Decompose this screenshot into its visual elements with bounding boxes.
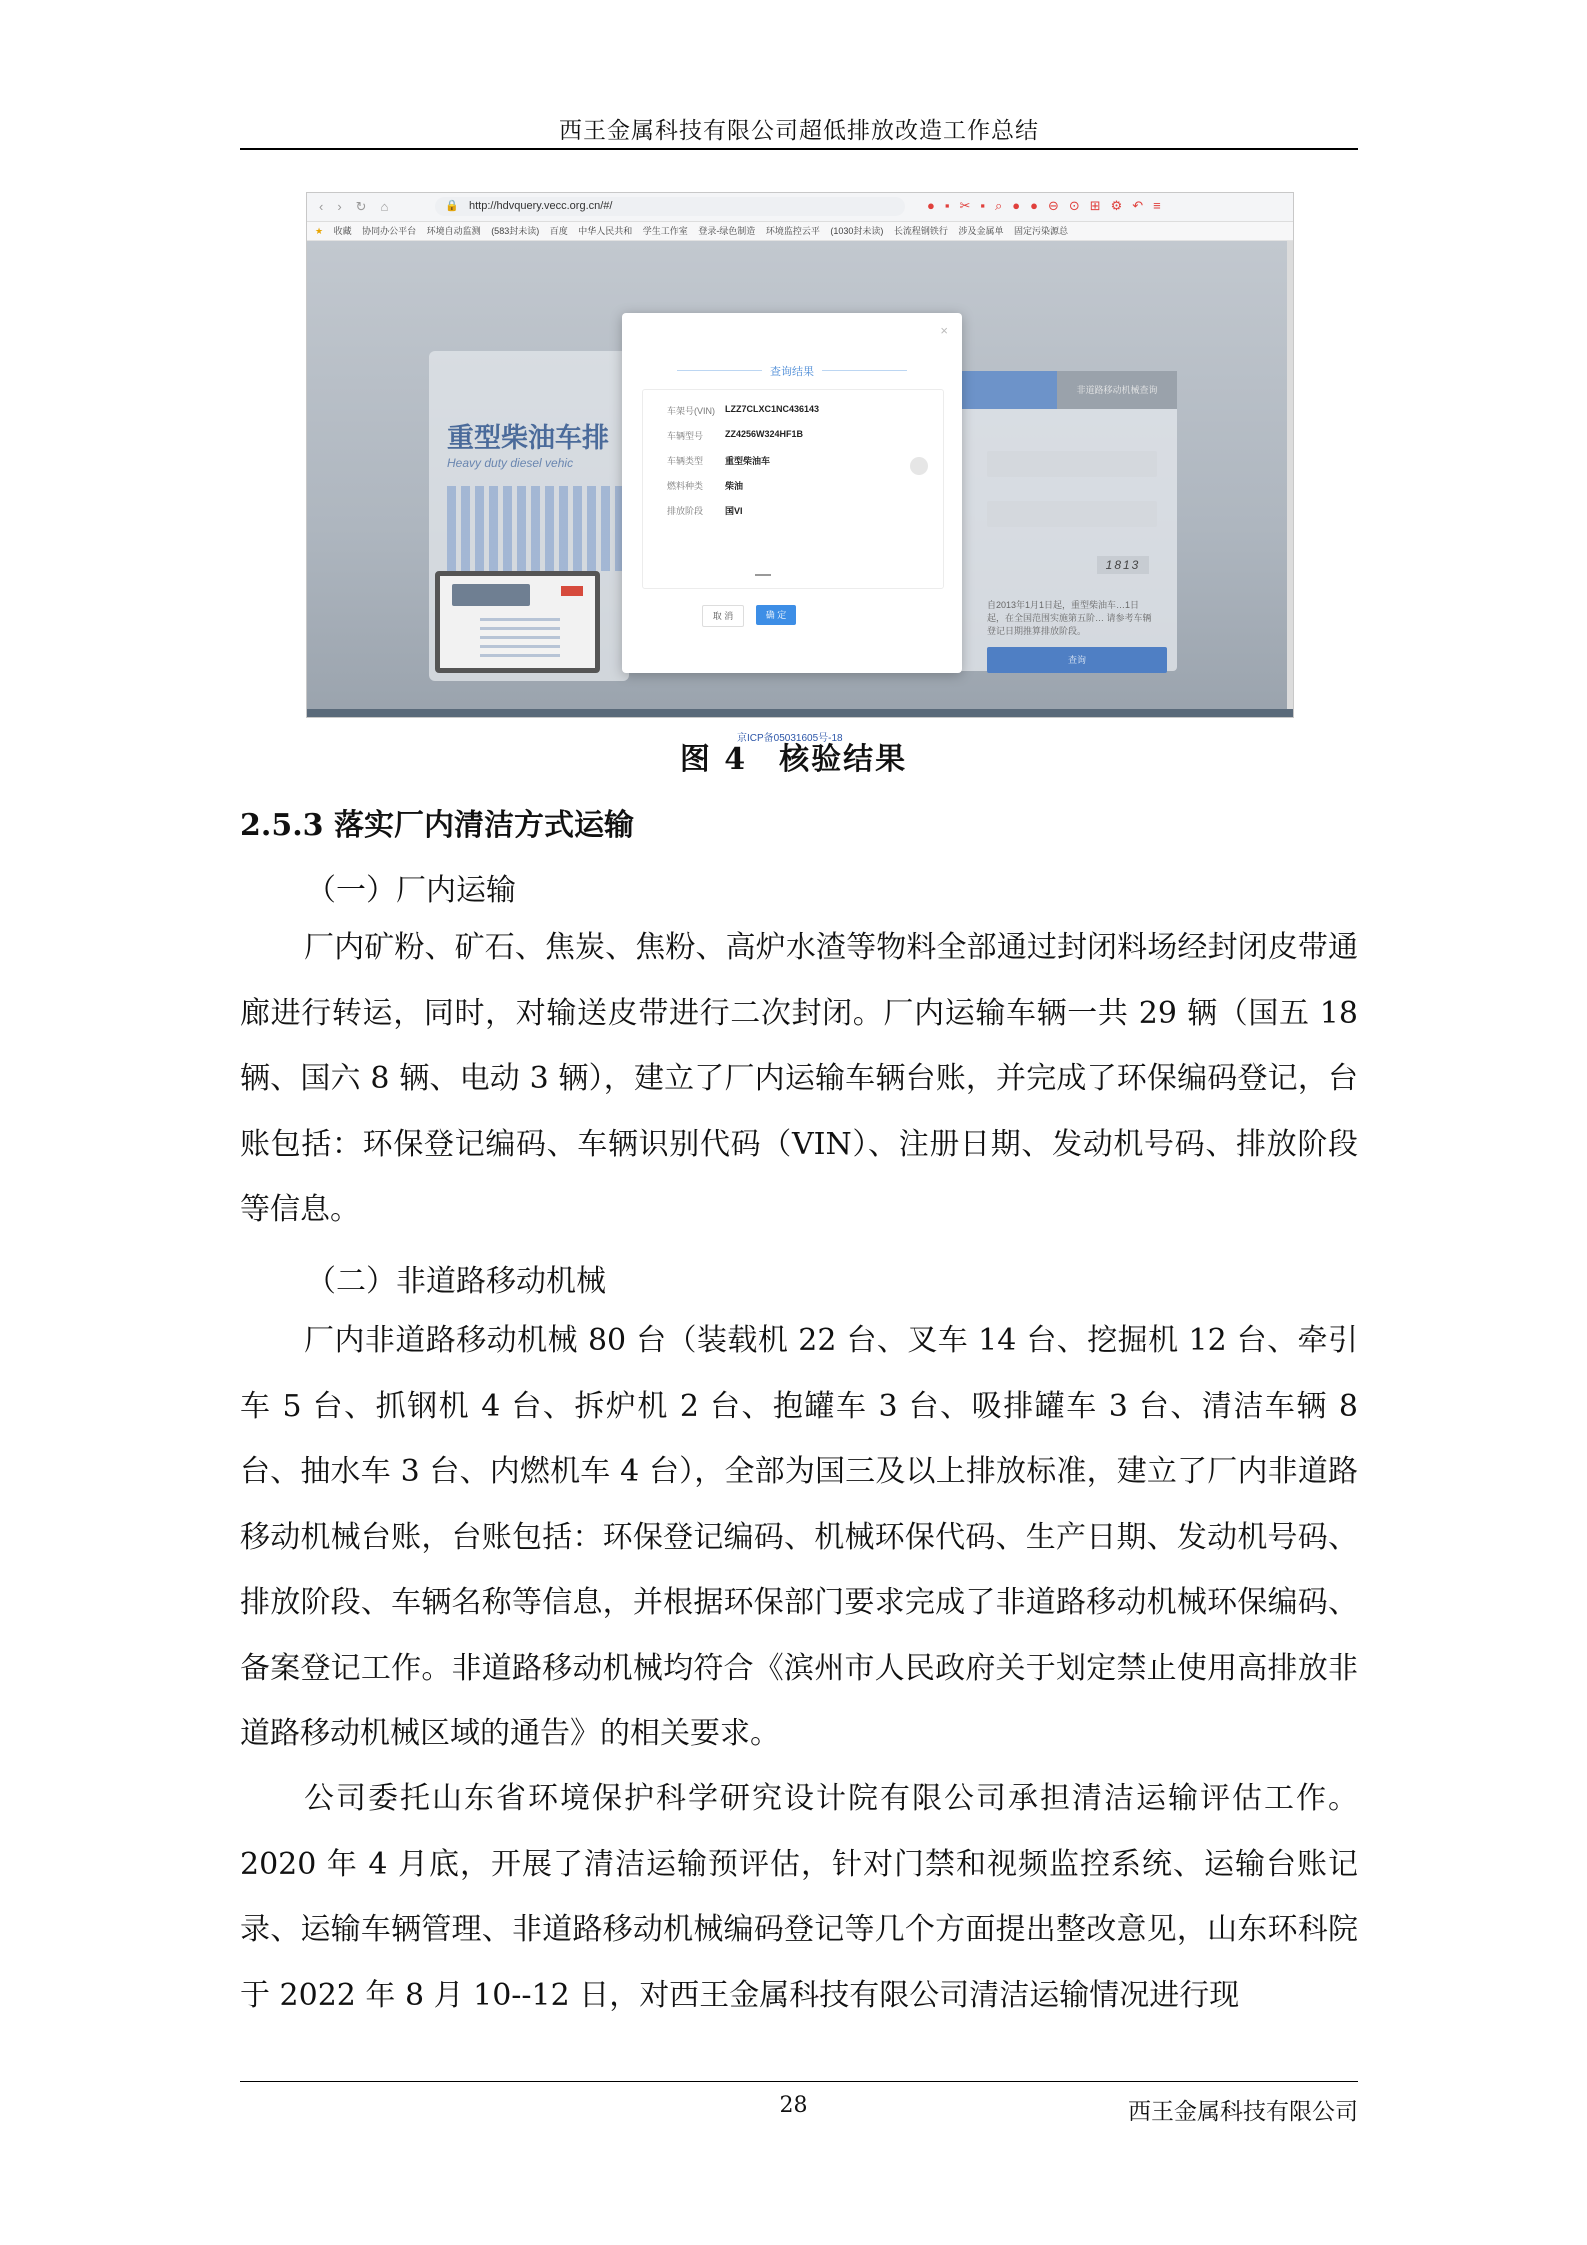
hero-title: 重型柴油车排 (447, 423, 609, 453)
result-dialog (622, 313, 962, 673)
url-text: http://hdvquery.vecc.org.cn/#/ (469, 200, 613, 212)
query-panel (947, 371, 1177, 671)
bookmark-item[interactable]: 涉及金属单 (958, 226, 1004, 236)
footer-company: 西王金属科技有限公司 (1128, 2099, 1358, 2125)
section-heading: 2.5.3 落实厂内清洁方式运输 (240, 808, 634, 843)
confirm-button[interactable]: 确 定 (756, 605, 796, 625)
bookmark-bar (307, 222, 1293, 241)
result-value: LZZ7CLXC1NC436143 (725, 404, 820, 414)
dialog-title: 查询结果 (770, 366, 814, 378)
subheading-internal-transport: （一）厂内运输 (306, 873, 516, 908)
bookmark-item[interactable]: 百度 (549, 226, 568, 236)
bookmark-item[interactable]: 收藏 (333, 226, 352, 236)
screenshot-figure (306, 192, 1294, 744)
page-header-title: 西王金属科技有限公司超低排放改造工作总结 (559, 118, 1039, 144)
bookmark-item[interactable]: 中华人民共和 (578, 226, 633, 236)
model-input[interactable] (987, 501, 1157, 527)
monitor-illustration (435, 571, 600, 673)
dialog-scroll-indicator[interactable] (755, 574, 771, 576)
hero-subtitle: Heavy duty diesel vehic (447, 456, 574, 470)
result-value: ZZ4256W324HF1B (725, 429, 804, 439)
bookmark-item[interactable]: 固定污染源总 (1013, 226, 1068, 236)
result-label: 车架号(VIN) (667, 406, 715, 416)
result-label: 车辆型号 (667, 431, 704, 441)
subheading-non-road-machinery: （二）非道路移动机械 (306, 1264, 606, 1299)
result-value: 重型柴油车 (725, 456, 771, 466)
tab-non-road-query[interactable]: 非道路移动机械查询 (1057, 371, 1177, 409)
tab-query[interactable] (947, 371, 1057, 409)
text-lines-graphic (480, 618, 560, 658)
close-icon[interactable]: × (940, 323, 948, 338)
browser-extension-icons[interactable]: ●▪✂▪⌕●●⊖⊙⊞⚙↶≡ (927, 198, 1171, 213)
scrollbar[interactable] (1287, 241, 1293, 717)
bookmark-item[interactable]: 环境监控云平 (765, 226, 820, 236)
carousel-dot[interactable] (910, 457, 928, 475)
bookmark-item[interactable]: (583封未读) (491, 226, 540, 236)
query-button[interactable]: 查询 (987, 647, 1167, 673)
city-skyline-illustration (447, 486, 627, 571)
bookmark-item[interactable]: 协同办公平台 (362, 226, 417, 236)
cancel-button[interactable]: 取 消 (702, 605, 744, 627)
result-value: 国VI (725, 506, 743, 516)
notice-text: 自2013年1月1日起，重型柴油车…1日 起，在全国范围实施第五阶… 请参考车辆登记日期推算排放阶段。 (987, 600, 1152, 636)
paragraph-internal-transport: 厂内矿粉、矿石、焦炭、焦粉、高炉水渣等物料全部通过封闭料场经封闭皮带通廊进行转运，同时，对输送皮带进行二次封闭。厂内运输车辆一共 29 辆（国五 18 辆、国六 8 辆、电动 3 辆），建立了厂内运输车辆台账，并完成了环保编码登记，台账包括：环保登记编码、车辆识别代码（VIN）、注册日期、发动机号码、排放阶段等信息。 (240, 930, 1358, 1227)
result-label: 燃料种类 (667, 481, 704, 491)
header-rule (240, 148, 1358, 150)
tag-graphic (561, 586, 583, 596)
bookmark-item[interactable]: 登录-绿色制造 (698, 226, 756, 236)
result-label: 车辆类型 (667, 456, 704, 466)
bookmark-item[interactable]: 环境自动监测 (426, 226, 481, 236)
footer-rule (240, 2081, 1358, 2082)
bookmark-item[interactable]: (1030封未读) (830, 226, 884, 236)
address-bar[interactable] (435, 197, 905, 216)
paragraph-non-road-machinery: 厂内非道路移动机械 80 台（装载机 22 台、叉车 14 台、挖掘机 12 台、牵引车 5 台、抓钢机 4 台、拆炉机 2 台、抱罐车 3 台、吸排罐车 3 台、清洁车辆 8 台、抽水车 3 台、内燃机车 4 台），全部为国三及以上排放标准，建立了厂内非道路移动机械台账，台账包括：环保登记编码、机械环保代码、生产日期、发动机号码、排放阶段、车辆名称等信息，并根据环保部门要求完成了非道路移动机械环保编码、备案登记工作。非道路移动机械均符合《滨州市人民政府关于划定禁止使用高排放非道路移动机械区域的通告》的相关要求。 (240, 1323, 1358, 1751)
figure-caption: 图 4 核验结果 (679, 742, 908, 777)
browser-nav-icons[interactable]: ‹›↻⌂ (319, 199, 403, 214)
captcha-image[interactable]: 1813 (1097, 556, 1149, 574)
vin-input[interactable] (987, 451, 1157, 477)
page-number: 28 (779, 2093, 808, 2118)
icp-footer[interactable]: 京ICP备05031605号-18 (737, 733, 843, 744)
result-label: 排放阶段 (667, 506, 704, 516)
truck-icon (452, 584, 530, 606)
star-icon: ★ (315, 226, 324, 236)
taskbar (307, 709, 1293, 717)
bookmark-item[interactable]: 学生工作室 (642, 226, 688, 236)
bookmark-item[interactable]: 长流程钢铁行 (893, 226, 948, 236)
result-value: 柴油 (725, 481, 744, 491)
lock-icon: 🔒 (445, 200, 459, 212)
result-box (642, 389, 944, 589)
browser-toolbar (307, 193, 1293, 222)
paragraph-clean-transport-assessment: 公司委托山东省环境保护科学研究设计院有限公司承担清洁运输评估工作。2020 年 4 月底，开展了清洁运输预评估，针对门禁和视频监控系统、运输台账记录、运输车辆管理、非道路移动机械编码登记等几个方面提出整改意见，山东环科院于 2022 年 8 月 10--12 日，对西王金属科技有限公司清洁运输情况进行现 (240, 1781, 1358, 2013)
